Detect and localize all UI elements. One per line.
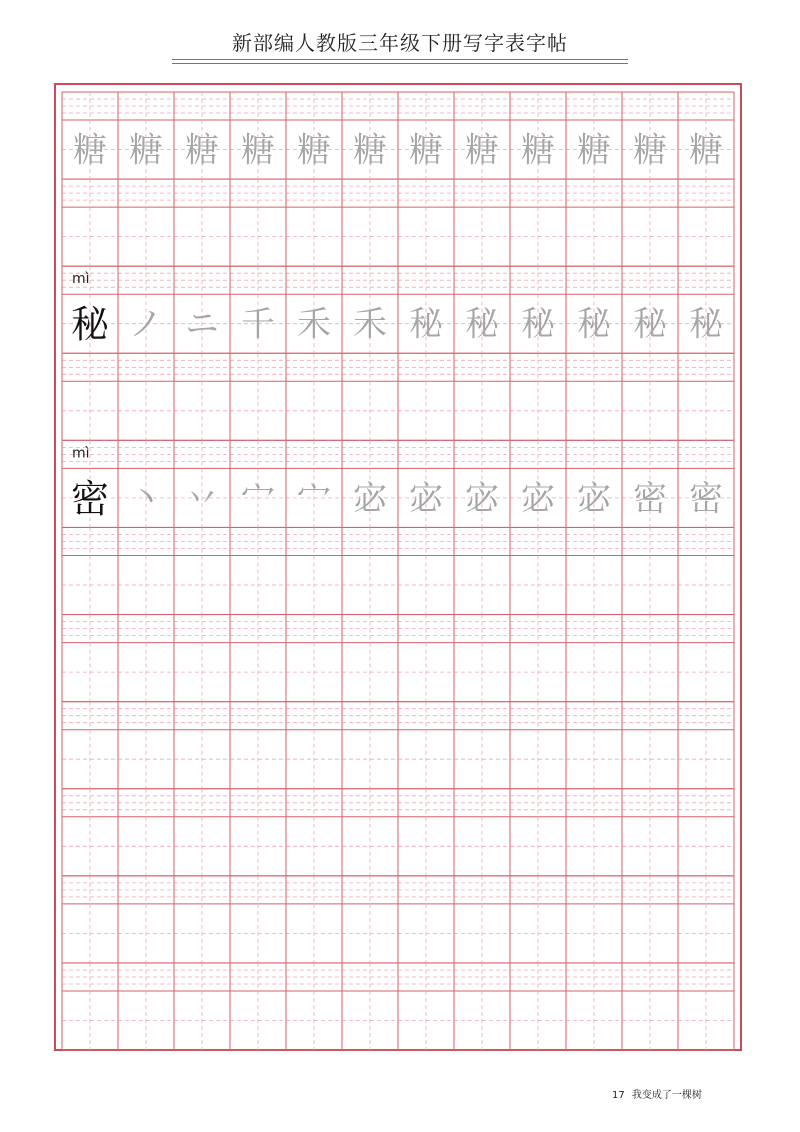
trace-character: 宀 [241,478,275,519]
trace-character: 糖 [185,130,219,171]
page-footer [612,1086,706,1101]
trace-character: 糖 [521,130,555,171]
trace-character: 秘 [521,304,555,345]
trace-character: 宓 [465,478,499,519]
trace-character: 糖 [241,130,275,171]
trace-character: 糖 [73,130,107,171]
trace-character: 丶 [129,478,163,519]
trace-character: 糖 [577,130,611,171]
pinyin-label: mì [72,271,90,288]
page-title: 新部编人教版三年级下册写字表字帖 [232,31,568,55]
trace-character: ニ [185,304,219,345]
trace-character: 宀 [297,478,331,519]
trace-character: 秘 [577,304,611,345]
trace-character: 糖 [129,130,163,171]
trace-character: 秘 [689,304,723,345]
trace-character: 糖 [409,130,443,171]
trace-character: ノ [129,304,163,345]
trace-character: 宓 [521,478,555,519]
page-number: 17 [612,1090,625,1101]
model-character: 秘 [70,302,110,347]
model-character: 密 [70,476,110,521]
trace-character: 密 [633,478,667,519]
trace-character: 禾 [297,304,331,345]
trace-character: 禾 [353,304,387,345]
trace-character: 千 [241,304,275,345]
trace-character: 糖 [633,130,667,171]
pinyin-label: mì [72,445,90,462]
trace-character: 宓 [577,478,611,519]
trace-character: 秘 [633,304,667,345]
trace-character: 宓 [353,478,387,519]
trace-character: 秘 [409,304,443,345]
trace-character: 糖 [689,130,723,171]
trace-character: 秘 [465,304,499,345]
trace-character: 糖 [353,130,387,171]
trace-character: 糖 [465,130,499,171]
trace-character: 糖 [297,130,331,171]
trace-character: 丷 [185,478,219,519]
lesson-title: 我变成了一棵树 [631,1090,702,1101]
trace-character: 密 [689,478,723,519]
trace-character: 宓 [409,478,443,519]
